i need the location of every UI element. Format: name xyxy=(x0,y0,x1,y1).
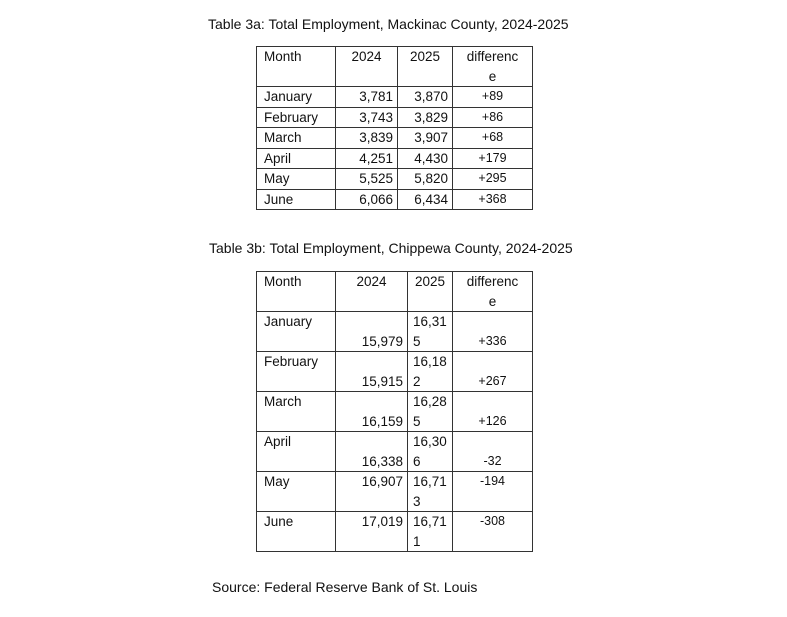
difference-cell: +86 xyxy=(453,107,533,128)
month-cell: June xyxy=(257,512,336,552)
value-2025-cell: 3,829 xyxy=(398,107,453,128)
table-row xyxy=(257,128,533,149)
header-row xyxy=(257,47,533,87)
chippewa-employment-table xyxy=(256,271,533,552)
difference-cell: +295 xyxy=(453,169,533,190)
difference-cell: +89 xyxy=(453,87,533,108)
month-cell: January xyxy=(257,312,336,352)
value-2025-cell: 16,31 5 xyxy=(408,312,453,352)
value-2024-cell: 16,338 xyxy=(336,432,408,472)
month-cell: April xyxy=(257,432,336,472)
value-2024-cell: 6,066 xyxy=(336,189,398,210)
table-row xyxy=(257,512,533,552)
month-cell: March xyxy=(257,128,336,149)
header-row xyxy=(257,272,533,312)
header-2025: 2025 xyxy=(408,272,453,312)
value-2024-cell: 3,781 xyxy=(336,87,398,108)
header-2024: 2024 xyxy=(336,47,398,87)
difference-cell: +267 xyxy=(453,352,533,392)
value-2025-cell: 16,28 5 xyxy=(408,392,453,432)
value-2024-cell: 17,019 xyxy=(336,512,408,552)
value-2025-cell: 3,907 xyxy=(398,128,453,149)
table-row xyxy=(257,107,533,128)
value-2024-cell: 4,251 xyxy=(336,148,398,169)
table-row xyxy=(257,472,533,512)
value-2024-cell: 16,159 xyxy=(336,392,408,432)
month-cell: February xyxy=(257,107,336,128)
table-3b-caption: Table 3b: Total Employment, Chippewa County, 2024-2025 xyxy=(209,240,573,256)
table-3a-caption: Table 3a: Total Employment, Mackinac County, 2024-2025 xyxy=(208,16,569,32)
header-month: Month xyxy=(257,47,336,87)
value-2025-cell: 16,18 2 xyxy=(408,352,453,392)
header-month: Month xyxy=(257,272,336,312)
value-2024-cell: 3,743 xyxy=(336,107,398,128)
header-2025: 2025 xyxy=(398,47,453,87)
month-cell: February xyxy=(257,352,336,392)
value-2025-cell: 4,430 xyxy=(398,148,453,169)
value-2025-cell: 16,30 6 xyxy=(408,432,453,472)
table-row xyxy=(257,392,533,432)
table-row xyxy=(257,189,533,210)
month-cell: May xyxy=(257,169,336,190)
difference-cell: -32 xyxy=(453,432,533,472)
header-difference: differenc e xyxy=(453,272,533,312)
header-difference: differenc e xyxy=(453,47,533,87)
table-row xyxy=(257,432,533,472)
value-2024-cell: 15,915 xyxy=(336,352,408,392)
table-row xyxy=(257,169,533,190)
difference-cell: +336 xyxy=(453,312,533,352)
table-row xyxy=(257,87,533,108)
month-cell: January xyxy=(257,87,336,108)
value-2025-cell: 3,870 xyxy=(398,87,453,108)
month-cell: March xyxy=(257,392,336,432)
value-2025-cell: 5,820 xyxy=(398,169,453,190)
source-note: Source: Federal Reserve Bank of St. Louis xyxy=(212,579,478,595)
difference-cell: +126 xyxy=(453,392,533,432)
value-2024-cell: 15,979 xyxy=(336,312,408,352)
table-row xyxy=(257,312,533,352)
header-2024: 2024 xyxy=(336,272,408,312)
table-row xyxy=(257,148,533,169)
month-cell: April xyxy=(257,148,336,169)
month-cell: June xyxy=(257,189,336,210)
value-2024-cell: 16,907 xyxy=(336,472,408,512)
difference-cell: +68 xyxy=(453,128,533,149)
difference-cell: +179 xyxy=(453,148,533,169)
value-2025-cell: 16,71 3 xyxy=(408,472,453,512)
value-2024-cell: 5,525 xyxy=(336,169,398,190)
value-2024-cell: 3,839 xyxy=(336,128,398,149)
difference-cell: -194 xyxy=(453,472,533,512)
difference-cell: +368 xyxy=(453,189,533,210)
value-2025-cell: 6,434 xyxy=(398,189,453,210)
table-row xyxy=(257,352,533,392)
value-2025-cell: 16,71 1 xyxy=(408,512,453,552)
month-cell: May xyxy=(257,472,336,512)
mackinac-employment-table xyxy=(256,46,533,210)
difference-cell: -308 xyxy=(453,512,533,552)
